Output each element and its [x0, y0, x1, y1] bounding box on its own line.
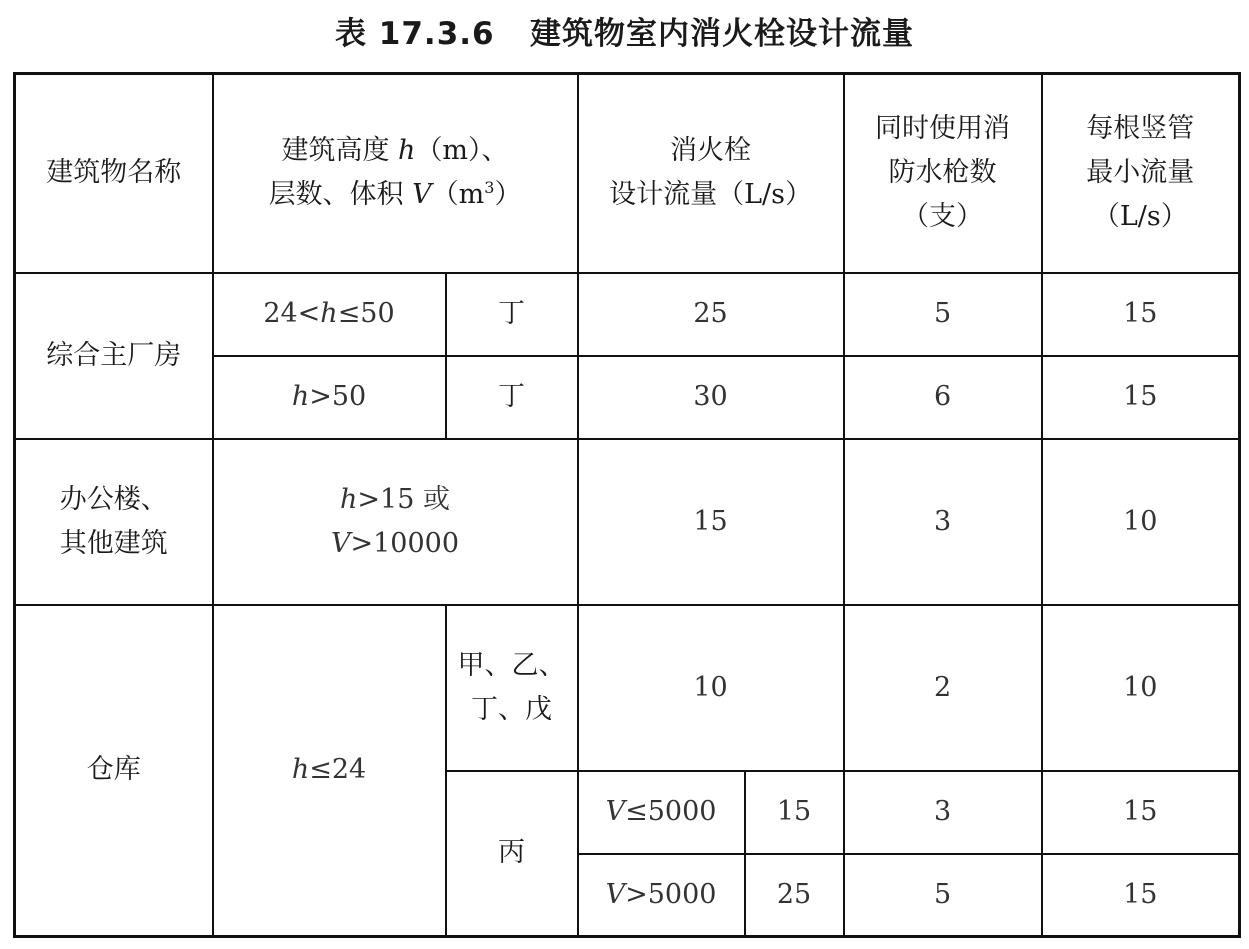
header-row [15, 74, 1240, 273]
header-riser-min-flow: 每根竖管 最小流量 （L/s） [1042, 74, 1240, 273]
cell-condition: h>50 [213, 356, 446, 439]
cell-fire-class: 丁 [446, 273, 578, 356]
header-height-volume: 建筑高度 h（m）、 层数、体积 $V(m^3)$ [213, 74, 578, 273]
cell-riser-flow: 15 [1042, 356, 1240, 439]
header-water-guns: 同时使用消 防水枪数 （支） [844, 74, 1042, 273]
cell-water-guns: 3 [844, 439, 1042, 605]
cell-hydrant-flow: 10 [578, 605, 844, 771]
cell-building-name: 仓库 [15, 605, 213, 937]
cell-hydrant-flow: 15 [578, 439, 844, 605]
cell-riser-flow: 15 [1042, 854, 1240, 937]
cell-water-guns: 5 [844, 273, 1042, 356]
cell-condition: 24<h≤50 [213, 273, 446, 356]
table-row [15, 273, 1240, 356]
cell-building-name: 综合主厂房 [15, 273, 213, 439]
cell-building-name: 办公楼、 其他建筑 [15, 439, 213, 605]
cell-water-guns: 5 [844, 854, 1042, 937]
table-row [15, 605, 1240, 771]
cell-riser-flow: 10 [1042, 605, 1240, 771]
cell-hydrant-flow: 25 [745, 854, 844, 937]
cell-fire-class: 丁 [446, 356, 578, 439]
header-building-name: 建筑物名称 [15, 74, 213, 273]
table-title: 表 17.3.6 建筑物室内消火栓设计流量 [334, 16, 914, 52]
cell-hydrant-flow: 15 [745, 771, 844, 854]
table-row [15, 439, 1240, 605]
cell-hydrant-flow: 30 [578, 356, 844, 439]
cell-water-guns: 2 [844, 605, 1042, 771]
cell-water-guns: 6 [844, 356, 1042, 439]
hydrant-flow-table [13, 72, 1241, 938]
cell-hydrant-flow: 25 [578, 273, 844, 356]
cell-fire-class: 丙 [446, 771, 578, 937]
header-hydrant-flow: 消火栓 设计流量（L/s） [578, 74, 844, 273]
cell-riser-flow: 15 [1042, 273, 1240, 356]
cell-condition: h≤24 [213, 605, 446, 937]
cell-riser-flow: 10 [1042, 439, 1240, 605]
cell-condition: h>15 或 V>10000 [213, 439, 578, 605]
cell-riser-flow: 15 [1042, 771, 1240, 854]
cell-water-guns: 3 [844, 771, 1042, 854]
cell-fire-class: 甲、乙、 丁、戊 [446, 605, 578, 771]
cell-volume-condition: V>5000 [578, 854, 745, 937]
cell-volume-condition: V≤5000 [578, 771, 745, 854]
